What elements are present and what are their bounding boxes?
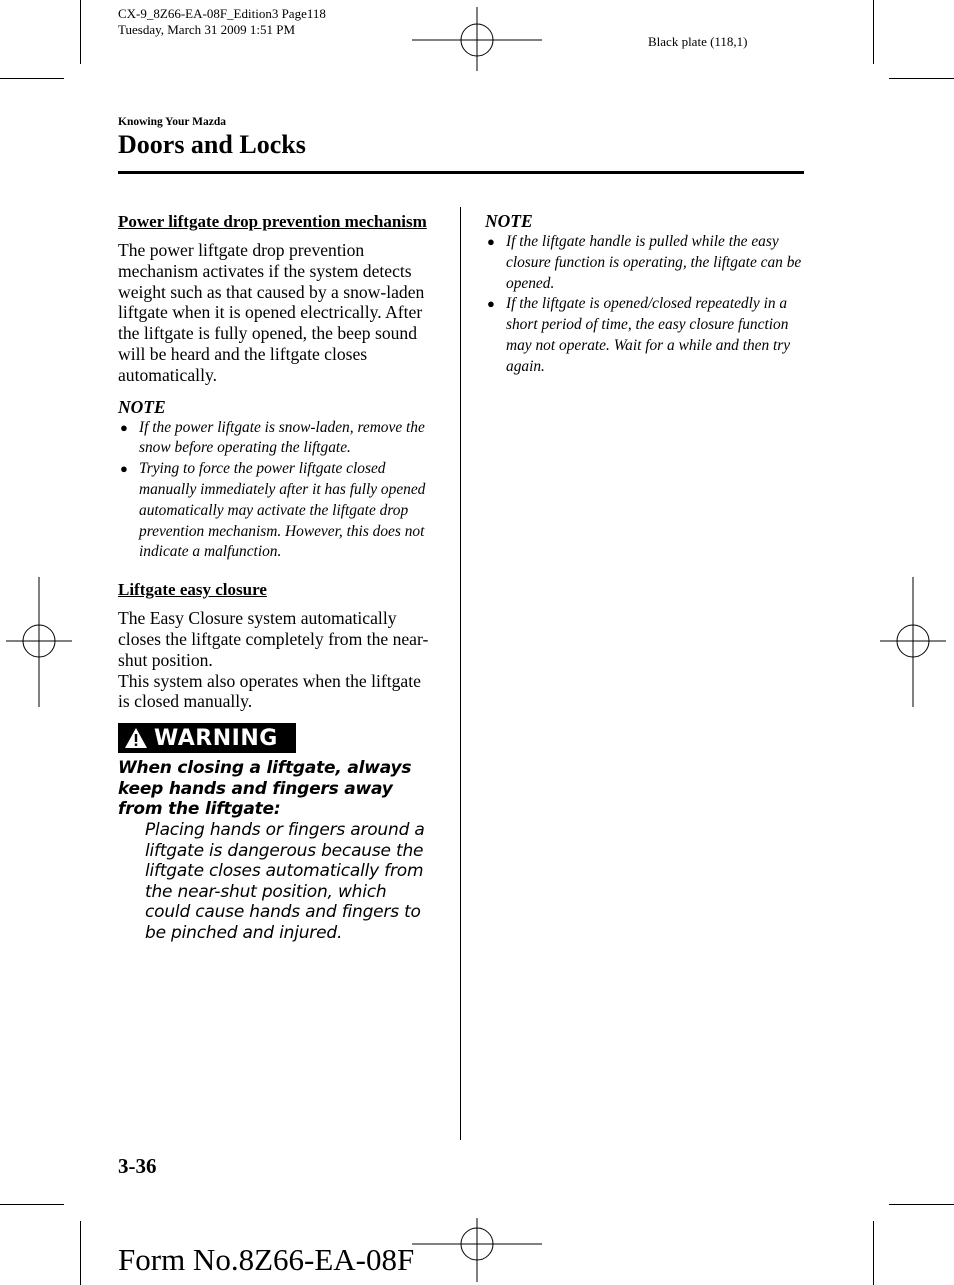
slug-line-2: Tuesday, March 31 2009 1:51 PM	[118, 22, 296, 37]
section-label: Knowing Your Mazda	[118, 116, 226, 128]
page-number: 3-36	[118, 1154, 157, 1178]
page-title: Doors and Locks	[118, 130, 306, 159]
bullet-icon: ●	[120, 419, 128, 435]
print-slug	[118, 6, 326, 38]
bullet-icon: ●	[487, 234, 495, 249]
drop-prevention-paragraph: The power liftgate drop prevention mechanism activates if the system detects weight such as that caused by a snow-laden liftgate when it is opened electrically. After the liftgate is fully opened, the beep sound will be heard and the liftgate closes automatically.	[118, 240, 425, 385]
note-title: NOTE	[118, 396, 166, 417]
warning-body: Placing hands or fingers around a liftgate is dangerous because the liftgate closes automatically from the near-shut position, which could cause hands and fingers to be pinched and injured.	[145, 819, 425, 943]
section-heading-drop-prevention: Power liftgate drop prevention mechanism	[118, 212, 427, 231]
registration-mark-icon	[880, 577, 946, 707]
note-title: NOTE	[485, 211, 533, 231]
note-item	[118, 418, 436, 460]
warning-triangle-icon	[124, 727, 148, 749]
note-text: If the liftgate handle is pulled while the easy closure function is operating, the liftgate can be opened.	[506, 233, 802, 292]
note-item	[485, 232, 805, 294]
easy-closure-paragraph-1: The Easy Closure system automatically closes the liftgate completely from the near-shut position.	[118, 608, 429, 670]
registration-mark-icon	[412, 1218, 542, 1282]
warning-label: WARNING	[154, 725, 278, 751]
plate-label: Black plate (118,1)	[648, 34, 748, 49]
note-item	[485, 294, 805, 377]
easy-closure-paragraph-2: This system also operates when the liftgate is closed manually.	[118, 670, 421, 712]
warning-lead: When closing a liftgate, always keep hands and fingers away from the liftgate:	[118, 758, 412, 820]
bullet-icon: ●	[487, 296, 495, 312]
note-text: Trying to force the power liftgate closed manually immediately after it has fully opened automatically may activate the liftgate drop prevention mechanism. However, this does not indicate a malfunction.	[139, 460, 426, 561]
right-column	[485, 210, 805, 378]
left-column	[118, 211, 436, 943]
note-text: If the liftgate is opened/closed repeatedly in a short period of time, the easy closure function may not operate. Wait for a while and then try again.	[506, 295, 791, 375]
section-heading-easy-closure: Liftgate easy closure	[118, 580, 267, 600]
registration-mark-icon	[412, 7, 542, 71]
title-rule	[118, 171, 804, 174]
form-number: Form No.8Z66-EA-08F	[118, 1242, 415, 1277]
note-list	[118, 418, 436, 564]
column-divider	[460, 207, 461, 1140]
note-list	[485, 232, 805, 378]
bullet-icon: ●	[120, 461, 128, 477]
note-text: If the power liftgate is snow-laden, remove the snow before operating the liftgate.	[139, 418, 425, 457]
slug-line-1: CX-9_8Z66-EA-08F_Edition3 Page118	[118, 6, 326, 21]
registration-mark-icon	[6, 577, 72, 707]
note-item	[118, 459, 436, 563]
warning-banner	[118, 723, 296, 753]
